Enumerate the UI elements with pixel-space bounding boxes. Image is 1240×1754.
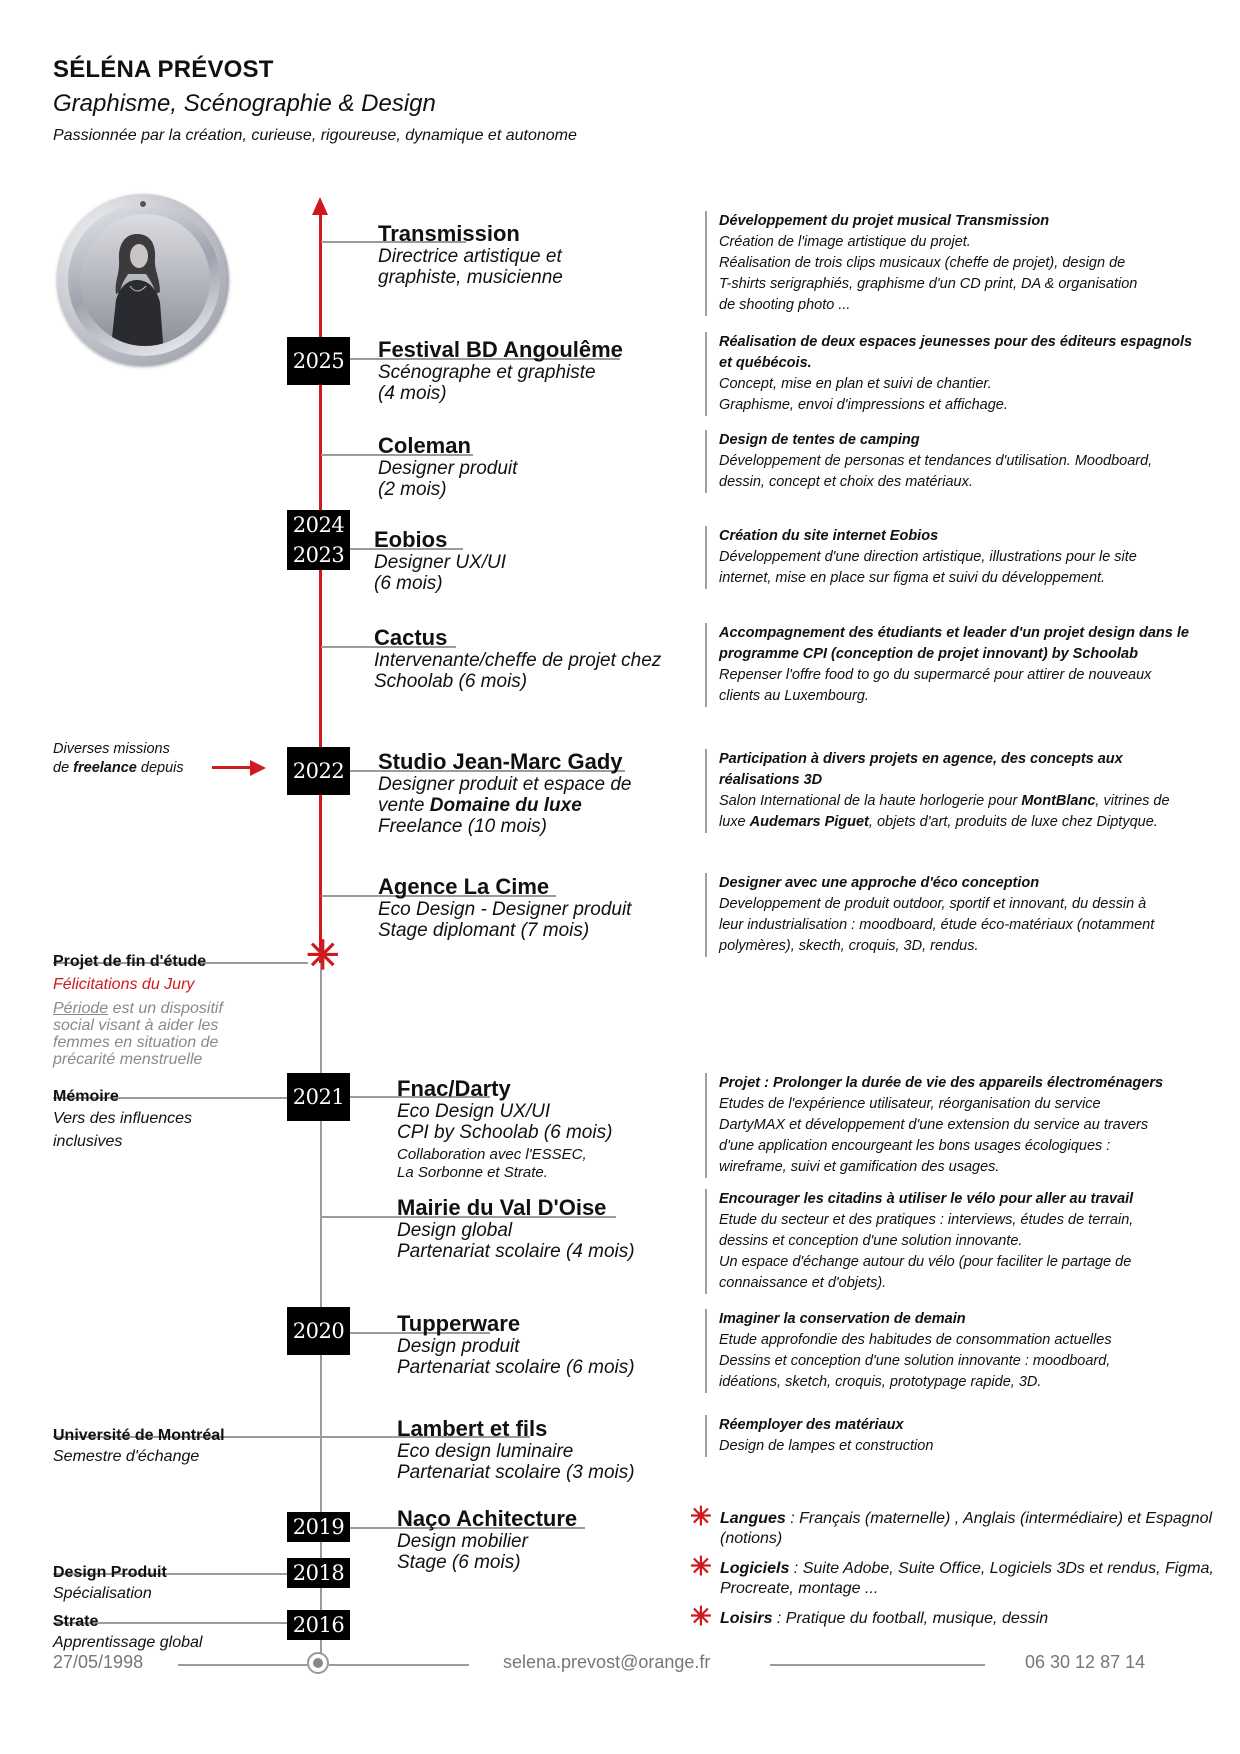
- description-eobios: [705, 526, 1199, 589]
- freelance-note-line: Diverses missions: [53, 741, 170, 757]
- experience-lambert: [397, 1417, 635, 1483]
- education-detail: Spécialisation: [53, 1585, 152, 1602]
- description-cactus: [705, 623, 1199, 707]
- education-title: Design Produit: [53, 1564, 167, 1581]
- description-line: leur industrialisation : moodboard, étude éco-matériaux (notamment: [719, 917, 1155, 933]
- year-label: 2023: [292, 543, 345, 567]
- freelance-note: [53, 740, 184, 778]
- experience-role: Eco Design - Designer produit: [378, 899, 632, 920]
- experience-duration: Stage diplomant (7 mois): [378, 920, 590, 941]
- description-line: wireframe, suivi et gamification des usages.: [719, 1159, 1000, 1175]
- description-line: clients au Luxembourg.: [719, 688, 869, 704]
- experience-la-cime: [378, 875, 631, 941]
- description-line: dessins et conception d'une solution innovante.: [719, 1233, 1023, 1249]
- description-line: de shooting photo ...: [719, 297, 851, 313]
- experience-note: Collaboration avec l'ESSEC,: [397, 1146, 587, 1163]
- description-heading: Imaginer la conservation de demain: [719, 1311, 966, 1327]
- experience-title: Fnac/Darty: [397, 1076, 511, 1101]
- description-fnac-darty: [705, 1073, 1199, 1178]
- description-line: Un espace d'échange autour du vélo (pour faciliter le partage de: [719, 1254, 1132, 1270]
- experience-tupperware: [397, 1312, 635, 1378]
- experience-eobios: [374, 528, 506, 594]
- description-line: T-shirts serigraphiés, graphisme d'un CD print, DA & organisation: [719, 276, 1138, 292]
- description-heading: Projet : Prolonger la durée de vie des appareils électroménagers: [719, 1075, 1164, 1091]
- skill-languages: [690, 1501, 1220, 1549]
- experience-val-oise: [397, 1196, 635, 1262]
- timeline-origin-dot: [313, 1658, 323, 1668]
- description-heading: Designer avec une approche d'éco conception: [719, 875, 1040, 891]
- education-strate: [53, 1612, 202, 1654]
- description-line: Dessins et conception d'une solution innovante : moodboard,: [719, 1353, 1111, 1369]
- experience-title: Cactus: [374, 625, 448, 650]
- skill-hobbies: [690, 1601, 1220, 1631]
- description-line: internet, mise en place sur figma et suivi du développement.: [719, 570, 1106, 586]
- experience-cactus: [374, 626, 661, 692]
- description-coleman: [705, 430, 1199, 493]
- education-award: Félicitations du Jury: [53, 976, 195, 993]
- red-arrow-right-icon: [212, 766, 254, 769]
- phone-number[interactable]: 06 30 12 87 14: [1025, 1652, 1146, 1672]
- description-line: Repenser l'offre food to go du supermarcé pour attirer de nouveaux: [719, 667, 1152, 683]
- experience-title: Festival BD Angoulême: [378, 337, 623, 362]
- skill-text: : Français (maternelle) , Anglais (intermédiaire) et Espagnol (notions): [720, 1510, 1213, 1547]
- experience-festival-bd: [378, 338, 623, 404]
- description-transmission: [705, 211, 1199, 316]
- education-title: Projet de fin d'étude: [53, 953, 207, 970]
- experience-title: Agence La Cime: [378, 874, 550, 899]
- description-heading: Participation à divers projets en agence, des concepts aux réalisations 3D: [719, 751, 1123, 788]
- experience-title: Tupperware: [397, 1311, 521, 1336]
- education-memoire: [53, 1087, 192, 1153]
- education-title: Strate: [53, 1613, 99, 1630]
- description-line: Etudes de l'expérience utilisateur, réorganisation du service: [719, 1096, 1101, 1112]
- description-line: d'une application encourgeant les bons usages écologiques :: [719, 1138, 1111, 1154]
- year-badge: 2025: [287, 337, 350, 385]
- education-detail: Semestre d'échange: [53, 1448, 200, 1465]
- experience-title: Mairie du Val D'Oise: [397, 1195, 607, 1220]
- profile-photo: [80, 214, 210, 346]
- description-line: Développement de personas et tendances d'utilisation. Moodboard,: [719, 453, 1153, 469]
- experience-coleman: [378, 434, 517, 500]
- description-line: Graphisme, envoi d'impressions et affichage.: [719, 397, 1008, 413]
- experience-title: Coleman: [378, 433, 471, 458]
- education-detail: inclusives: [53, 1133, 123, 1150]
- experience-duration: Freelance (10 mois): [378, 816, 547, 837]
- experience-duration: Schoolab (6 mois): [374, 671, 528, 692]
- description-line: Réalisation de trois clips musicaux (cheffe de projet), design de: [719, 255, 1126, 271]
- description-heading: Encourager les citadins à utiliser le vélo pour aller au travail: [719, 1191, 1134, 1207]
- description-heading: Réalisation de deux espaces jeunesses pour des éditeurs espagnols et québécois.: [719, 334, 1193, 371]
- year-badge: 2022: [287, 747, 350, 795]
- experience-role: graphiste, musicienne: [378, 267, 563, 288]
- education-project-note: [53, 1000, 263, 1068]
- description-la-cime: [705, 873, 1199, 957]
- skill-label: Langues: [720, 1510, 786, 1527]
- asterisk-bullet-icon: ✳: [690, 1501, 712, 1531]
- experience-title: Studio Jean-Marc Gady: [378, 749, 623, 774]
- experience-role: Scénographe et graphiste: [378, 362, 596, 383]
- description-line: Concept, mise en plan et suivi de chantier.: [719, 376, 992, 392]
- description-line: Developpement de produit outdoor, sportif et innovant, du dessin à: [719, 896, 1147, 912]
- education-design-produit: [53, 1563, 167, 1605]
- education-note-text: est un dispositif social visant à aider les femmes en situation de précarité menstruelle: [53, 1000, 223, 1068]
- experience-duration: (2 mois): [378, 479, 447, 500]
- experience-studio-gady: [378, 750, 632, 837]
- year-badge: 2021: [287, 1073, 350, 1121]
- experience-role-text: vente: [378, 795, 430, 816]
- description-line: Création de l'image artistique du projet.: [719, 234, 971, 250]
- experience-role: Design global: [397, 1220, 513, 1241]
- experience-role: Eco Design UX/UI: [397, 1101, 551, 1122]
- candidate-subtitle: Graphisme, Scénographie & Design: [53, 90, 436, 117]
- experience-duration: Stage (6 mois): [397, 1552, 521, 1573]
- experience-duration: CPI by Schoolab (6 mois): [397, 1122, 613, 1143]
- experience-title: Lambert et fils: [397, 1416, 548, 1441]
- footer-divider: [329, 1664, 469, 1666]
- skill-label: Logiciels: [720, 1560, 790, 1577]
- brand-montblanc: MontBlanc: [1021, 793, 1096, 809]
- experience-role: Directrice artistique et: [378, 246, 562, 267]
- education-title: Mémoire: [53, 1088, 119, 1105]
- education-montreal: [53, 1426, 225, 1468]
- year-label: 2024: [292, 513, 345, 537]
- description-line: idéations, sketch, croquis, prototypage rapide, 3D.: [719, 1374, 1042, 1390]
- education-final-project: [53, 952, 263, 1068]
- experience-duration: (4 mois): [378, 383, 447, 404]
- education-detail: Apprentissage global: [53, 1634, 203, 1651]
- description-text: , vitrines de luxe: [719, 793, 1170, 830]
- description-heading: Création du site internet Eobios: [719, 528, 939, 544]
- footer-divider: [770, 1664, 985, 1666]
- description-line: Design de lampes et construction: [719, 1438, 934, 1454]
- experience-title: Transmission: [378, 221, 520, 246]
- year-badge: 2016: [287, 1610, 350, 1640]
- description-lambert: [705, 1415, 1199, 1457]
- description-heading: Accompagnement des étudiants et leader d'un projet design dans le programme CPI (conception de projet innovant) by Schoolab: [719, 625, 1189, 662]
- red-arrow-head-icon: [250, 760, 266, 776]
- experience-duration: (6 mois): [374, 573, 443, 594]
- description-val-oise: [705, 1189, 1199, 1294]
- experience-transmission: [378, 222, 563, 288]
- asterisk-bullet-icon: ✳: [690, 1601, 712, 1631]
- experience-role: Designer produit: [378, 458, 518, 479]
- asterisk-icon: ✳: [306, 934, 340, 978]
- description-line: [719, 791, 1199, 833]
- description-line: Etude approfondie des habitudes de consommation actuelles: [719, 1332, 1112, 1348]
- description-line: DartyMAX et développement d'une extension du service au travers: [719, 1117, 1149, 1133]
- experience-title: Naço Achitecture: [397, 1506, 578, 1531]
- experience-note: La Sorbonne et Strate.: [397, 1164, 548, 1181]
- experience-role: Design mobilier: [397, 1531, 528, 1552]
- experience-domain: Domaine du luxe: [429, 795, 582, 816]
- description-heading: Développement du projet musical Transmission: [719, 213, 1050, 229]
- description-line: Développement d'une direction artistique, illustrations pour le site: [719, 549, 1137, 565]
- skill-text: : Pratique du football, musique, dessin: [772, 1610, 1049, 1627]
- description-heading: Réemployer des matériaux: [719, 1417, 904, 1433]
- description-festival-bd: [705, 332, 1199, 416]
- description-text: Salon International de la haute horlogerie pour: [719, 793, 1022, 809]
- photo-pin-icon: [139, 200, 147, 208]
- experience-duration: Partenariat scolaire (4 mois): [397, 1241, 635, 1262]
- description-studio-gady: [705, 749, 1199, 833]
- education-detail: Vers des influences: [53, 1110, 193, 1127]
- experience-role: Designer produit et espace de: [378, 774, 632, 795]
- freelance-note-text: depuis: [136, 760, 184, 776]
- description-line: Etude du secteur et des pratiques : interviews, études de terrain,: [719, 1212, 1134, 1228]
- experience-role: [378, 795, 632, 816]
- skill-text: : Suite Adobe, Suite Office, Logiciels 3Ds et rendus, Figma, Procreate, montage ...: [720, 1560, 1214, 1597]
- description-heading: Design de tentes de camping: [719, 432, 920, 448]
- description-text: , objets d'art, produits de luxe chez Diptyque.: [868, 814, 1158, 830]
- birthdate: 27/05/1998: [53, 1652, 144, 1672]
- skill-software: [690, 1551, 1220, 1599]
- experience-role: Intervenante/cheffe de projet chez: [374, 650, 662, 671]
- experience-naco: [397, 1507, 577, 1573]
- year-badge: 2020: [287, 1307, 350, 1355]
- education-title: Université de Montréal: [53, 1427, 225, 1444]
- footer-divider: [178, 1664, 308, 1666]
- year-badge: 2018: [287, 1558, 350, 1588]
- experience-role: Designer UX/UI: [374, 552, 506, 573]
- experience-duration: Partenariat scolaire (3 mois): [397, 1462, 635, 1483]
- description-tupperware: [705, 1309, 1199, 1393]
- person-silhouette-icon: [106, 230, 168, 346]
- description-line: polymères), skecth, croquis, 3D, rendus.: [719, 938, 979, 954]
- description-line: dessin, concept et choix des matériaux.: [719, 474, 973, 490]
- candidate-tagline: Passionnée par la création, curieuse, rigoureuse, dynamique et autonome: [53, 127, 577, 144]
- candidate-name: SÉLÉNA PRÉVOST: [53, 56, 274, 83]
- experience-role: Eco design luminaire: [397, 1441, 574, 1462]
- experience-duration: Partenariat scolaire (6 mois): [397, 1357, 635, 1378]
- experience-role: Design produit: [397, 1336, 520, 1357]
- freelance-note-text: de: [53, 760, 74, 776]
- freelance-note-line: [53, 759, 184, 778]
- skill-label: Loisirs: [720, 1610, 773, 1627]
- asterisk-bullet-icon: ✳: [690, 1551, 712, 1581]
- year-badge: 2019: [287, 1512, 350, 1542]
- freelance-note-bold: freelance: [73, 760, 137, 776]
- periode-link[interactable]: Période: [53, 1000, 109, 1017]
- timeline-axis-professional: [319, 208, 322, 963]
- description-line: connaissance et d'objets).: [719, 1275, 887, 1291]
- experience-title: Eobios: [374, 527, 448, 552]
- experience-fnac-darty: [397, 1077, 612, 1182]
- year-badge-range: [287, 510, 350, 570]
- brand-audemars-piguet: Audemars Piguet: [749, 814, 869, 830]
- email-link[interactable]: selena.prevost@orange.fr: [503, 1652, 711, 1672]
